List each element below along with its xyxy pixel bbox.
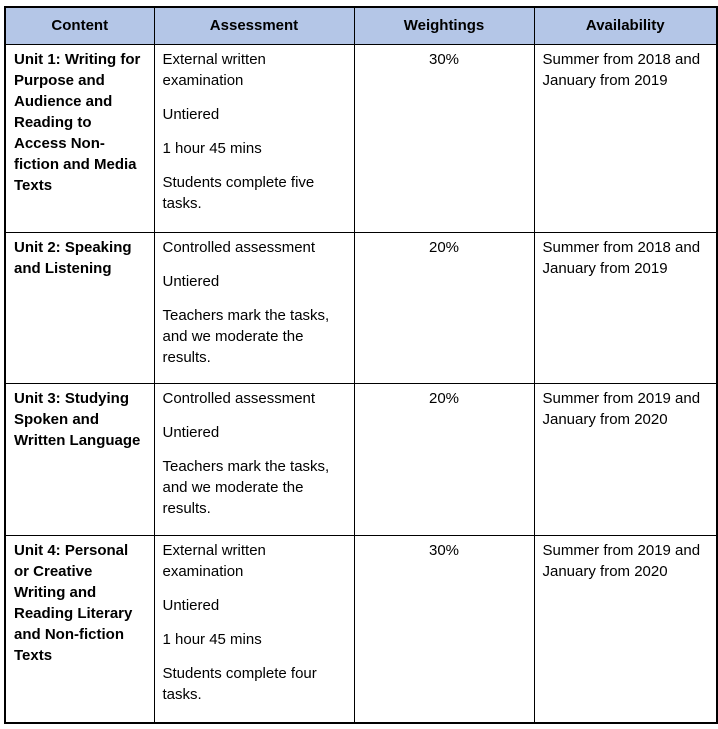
assessment-paragraph: 1 hour 45 mins <box>162 630 262 648</box>
assessment-paragraph: Untiered <box>162 596 220 614</box>
weighting-value: 20% <box>428 238 460 256</box>
availability-cell <box>534 44 717 232</box>
assessment-cell <box>154 232 354 383</box>
weighting-cell <box>354 383 534 535</box>
availability-cell <box>534 383 717 535</box>
column-header-assessment: Assessment <box>154 7 354 44</box>
table-row <box>5 232 717 383</box>
assessment-paragraph: External written examination <box>162 50 266 89</box>
assessment-paragraph: Students complete four tasks. <box>162 664 317 703</box>
assessment-paragraph: External written examination <box>162 541 266 580</box>
weighting-value: 30% <box>428 50 460 68</box>
unit-title: Unit 2: Speaking and Listening <box>14 238 132 277</box>
availability-value: Summer from 2019 and January from 2020 <box>542 541 701 580</box>
unit-title: Unit 1: Writing for Purpose and Audience and Reading to Access Non-fiction and Media Texts <box>14 50 141 194</box>
unit-title: Unit 3: Studying Spoken and Written Language <box>14 389 141 449</box>
assessment-paragraph: Students complete five tasks. <box>162 173 315 212</box>
availability-cell <box>534 232 717 383</box>
weighting-value: 20% <box>428 389 460 407</box>
column-header-weightings: Weightings <box>354 7 534 44</box>
table-body <box>5 44 717 723</box>
availability-value: Summer from 2018 and January from 2019 <box>542 238 701 277</box>
weighting-cell <box>354 535 534 723</box>
assessment-paragraph: Untiered <box>162 272 220 290</box>
assessment-paragraph: Controlled assessment <box>162 238 316 256</box>
column-header-availability: Availability <box>534 7 717 44</box>
content-cell <box>5 535 154 723</box>
column-header-content: Content <box>5 7 154 44</box>
content-cell <box>5 383 154 535</box>
weighting-cell <box>354 44 534 232</box>
weighting-value: 30% <box>428 541 460 559</box>
weighting-cell <box>354 232 534 383</box>
assessment-paragraph: Teachers mark the tasks, and we moderate the results. <box>162 457 330 517</box>
availability-cell <box>534 535 717 723</box>
assessment-paragraph: Teachers mark the tasks, and we moderate the results. <box>162 306 330 366</box>
availability-value: Summer from 2019 and January from 2020 <box>542 389 701 428</box>
content-cell <box>5 44 154 232</box>
table-row <box>5 44 717 232</box>
table-row <box>5 383 717 535</box>
content-cell <box>5 232 154 383</box>
table-row <box>5 535 717 723</box>
assessment-cell <box>154 44 354 232</box>
assessment-cell <box>154 383 354 535</box>
assessment-paragraph: Controlled assessment <box>162 389 316 407</box>
units-specification-table <box>4 6 718 724</box>
assessment-paragraph: 1 hour 45 mins <box>162 139 262 157</box>
unit-title: Unit 4: Personal or Creative Writing and Reading Literary and Non-fiction Texts <box>14 541 133 664</box>
assessment-paragraph: Untiered <box>162 105 220 123</box>
assessment-cell <box>154 535 354 723</box>
table-header-row <box>5 7 717 44</box>
assessment-paragraph: Untiered <box>162 423 220 441</box>
availability-value: Summer from 2018 and January from 2019 <box>542 50 701 89</box>
